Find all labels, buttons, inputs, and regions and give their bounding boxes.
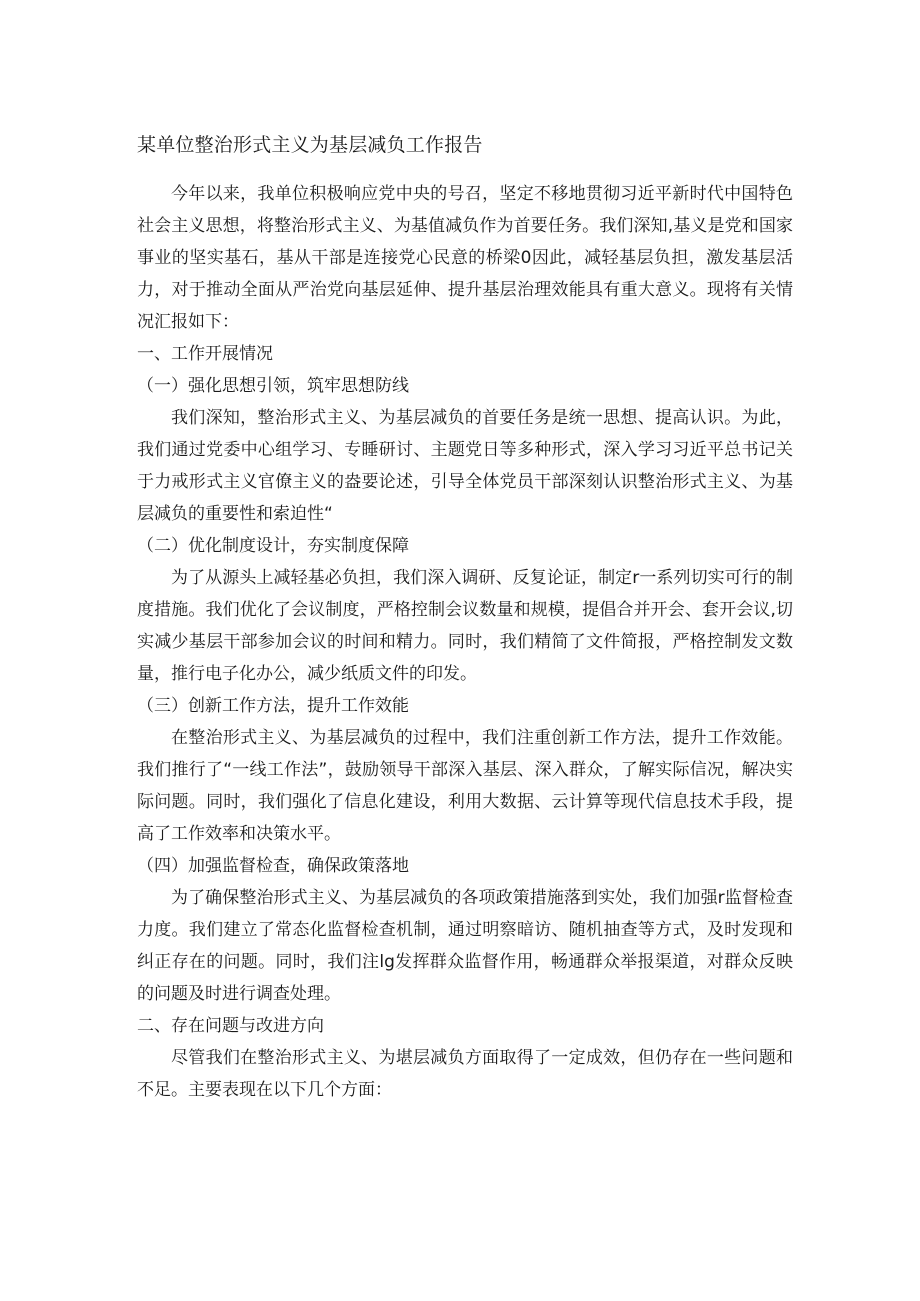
subsection-heading-1: （一）强化思想引领，筑牢思想防线	[137, 376, 409, 396]
section-heading-problems: 二、存在问题与改进方向	[137, 1016, 324, 1036]
subsection-heading-4: （四）加强监督检查，确保政策落地	[137, 856, 409, 876]
subsection-heading-3: （三）创新工作方法，提升工作效能	[137, 696, 409, 716]
paragraph-work-methods: 在整治形式主义、为基层减负的过程中，我们注重创新工作方法，提升工作效能。我们推行了“一线工作法”，鼓励领导干部深入基层、深入群众，了解实际信况，解决实际问题。同时，我们强化了信息化建设，利用大数据、云计算等现代信息技术手段，提高了工作效率和决策水平。	[137, 728, 793, 844]
section-heading-work-progress: 一、工作开展情况	[137, 344, 273, 364]
paragraph-system-design: 为了从源头上减轻基必负担，我们深入调研、反复论证，制定r一系列切实可行的制度措施。我们优化了会议制度，严格控制会议数量和规模，提倡合并开会、套开会议,切实减少基层干部参加会议的时间和精力。同时，我们精简了文件简报，严格控制发文数量，推行电子化办公，减少纸质文件的印发。	[137, 568, 793, 684]
paragraph-ideology: 我们深知，整治形式主义、为基层减负的首要任务是统一思想、提高认识。为此，我们通过党委中心组学习、专睡研讨、主题党日等多种形式，深入学习习近平总书记关于力戒形式主义官僚主义的盎要论述，引导全体党员干部深刻认识整治形式主义、为基层减负的重要性和索迫性“	[137, 408, 793, 524]
paragraph-problems: 尽管我们在整治形式主义、为堪层减负方面取得了一定成效，但仍存在一些问题和不足。主要表现在以下几个方面：	[137, 1048, 793, 1100]
paragraph-supervision: 为了确保整治形式主义、为基层减负的各项政策措施落到实处，我们加强r监督检查力度。我们建立了常态化监督检查机制，通过明察暗访、随机抽查等方式，及时发现和纠正存在的问题。同时，我们注lg发挥群众监督作用，畅通群众举报渠道，对群众反映的问题及时进行调查处理。	[137, 888, 793, 1004]
document-body	[137, 178, 793, 1106]
document-title: 某单位整治形式主义为基层减负工作报告	[137, 134, 483, 156]
subsection-heading-2: （二）优化制度设计，夯实制度保障	[137, 536, 409, 556]
paragraph-intro: 今年以来，我单位积极响应党中央的号召，坚定不移地贯彻习近平新时代中国特色社会主义思想，将整治形式主义、为基值减负作为首要任务。我们深知,基义是党和国家事业的坚实基石，基从干部是连接党心民意的桥梁0因此，减轻基层负担，激发基层活力，对于推动全面从严治党向基层延伸、提升基层治理效能具有重大意义。现将有关情况汇报如下：	[137, 184, 793, 332]
